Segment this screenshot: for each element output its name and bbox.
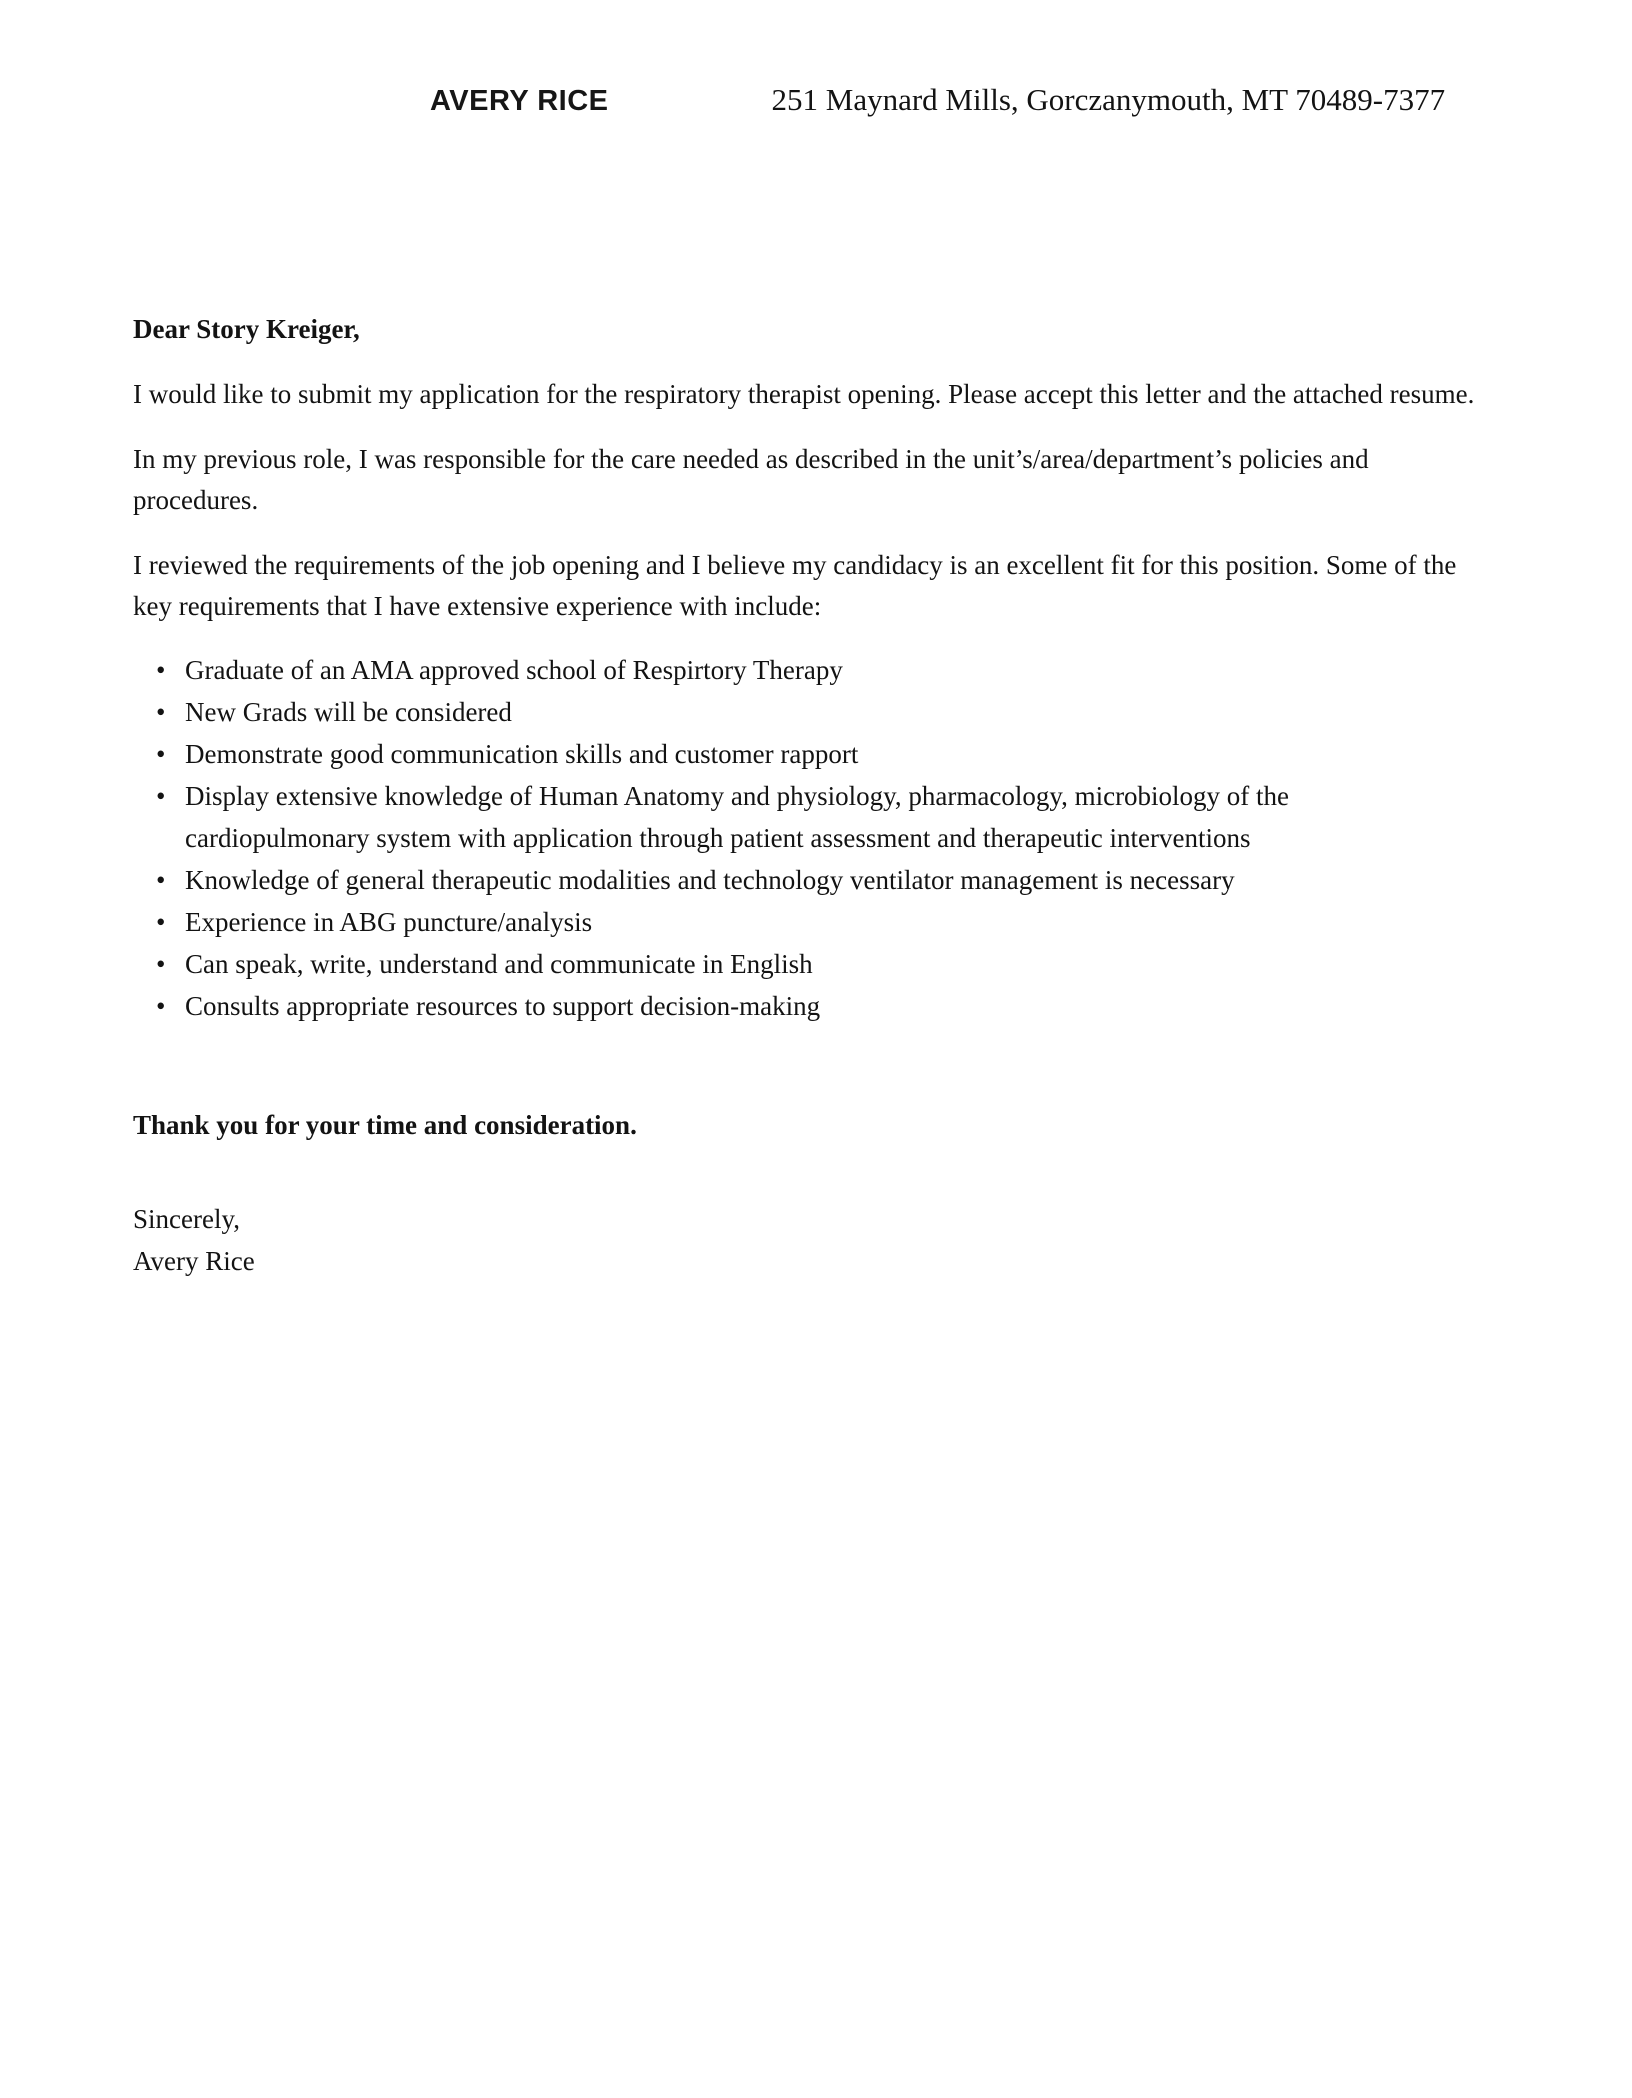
- requirement-item: • Experience in ABG puncture/analysis: [185, 901, 1478, 943]
- sender-name: AVERY RICE: [430, 85, 609, 117]
- requirements-list: [133, 649, 1478, 1027]
- requirement-item: • Demonstrate good communication skills and customer rapport: [185, 733, 1478, 775]
- letter-header: [0, 0, 1632, 117]
- requirement-item: • Knowledge of general therapeutic modalities and technology ventilator management is necessary: [185, 859, 1478, 901]
- signoff: Sincerely,: [133, 1204, 240, 1234]
- requirement-item: • New Grads will be considered: [185, 691, 1478, 733]
- requirement-item: • Graduate of an AMA approved school of Respirtory Therapy: [185, 649, 1478, 691]
- salutation: Dear Story Kreiger,: [133, 314, 360, 344]
- sender-address: 251 Maynard Mills, Gorczanymouth, MT 70489-7377: [771, 82, 1446, 117]
- paragraph-requirements-lead: I reviewed the requirements of the job opening and I believe my candidacy is an excellent fit for this position. Some of the key requirements that I have extensive experience with include:: [133, 550, 1457, 621]
- paragraph-intro: I would like to submit my application for the respiratory therapist opening. Please accept this letter and the attached resume.: [133, 379, 1475, 409]
- paragraph-previous-role: In my previous role, I was responsible for the care needed as described in the unit’s/area/department’s policies and procedures.: [133, 444, 1369, 515]
- requirement-item: • Consults appropriate resources to support decision-making: [185, 985, 1478, 1027]
- requirement-item: • Can speak, write, understand and communicate in English: [185, 943, 1478, 985]
- signature-name: Avery Rice: [133, 1246, 255, 1276]
- signoff-block: [133, 1198, 1478, 1282]
- closing-line: Thank you for your time and consideration.: [133, 1110, 637, 1140]
- requirement-item: • Display extensive knowledge of Human Anatomy and physiology, pharmacology, microbiology of the cardiopulmonary system with application through patient assessment and therapeutic interventions: [185, 775, 1478, 859]
- letter-body: [133, 309, 1478, 1282]
